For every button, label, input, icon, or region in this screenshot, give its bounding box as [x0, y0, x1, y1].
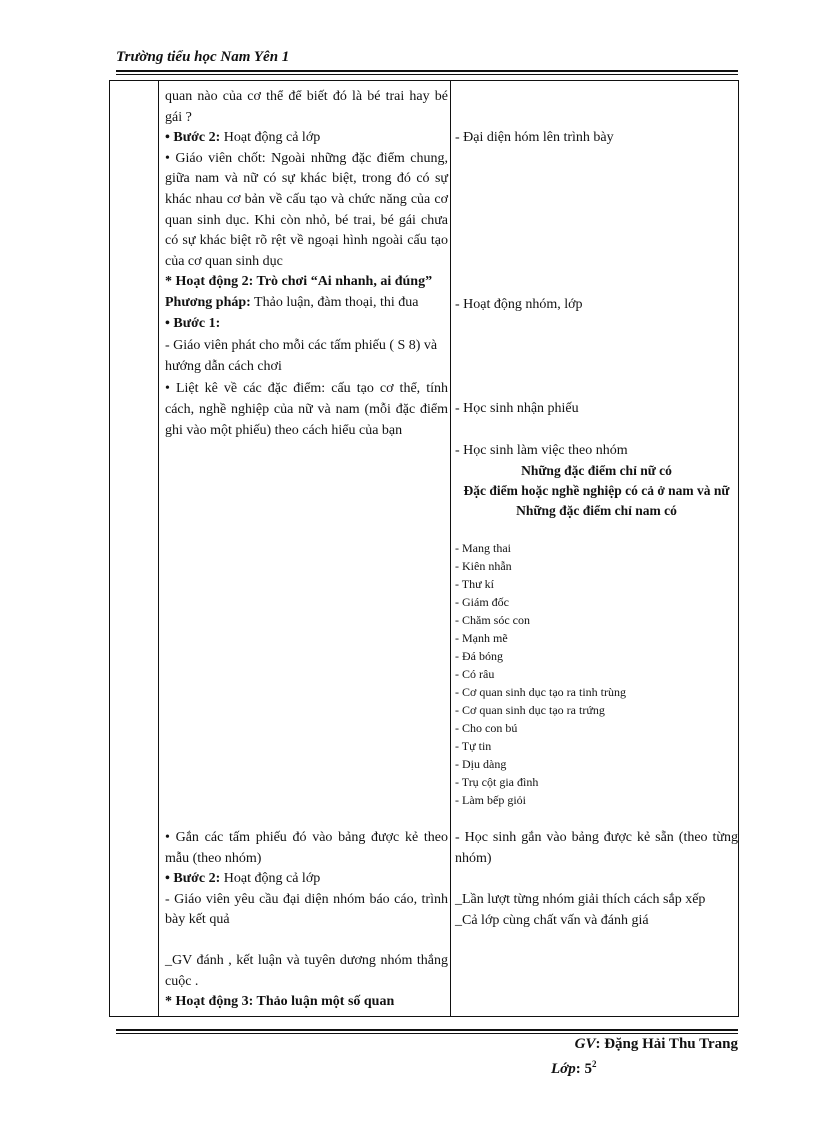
- list-item: - Dịu dàng: [455, 757, 507, 772]
- left-text-1: quan nào của cơ thể để biết đó là bé trai hay bé gái ?: [165, 89, 448, 125]
- left-text-11: - Giáo viên yêu cầu đại diện nhóm báo cáo, trình bày kết quả: [165, 891, 448, 928]
- header-rule-thick: [116, 70, 738, 72]
- right-text-6: _Lần lượt từng nhóm giải thích cách sắp xếp: [455, 892, 706, 908]
- left-text-7: - Giáo viên phát cho mỗi các tấm phiếu ( S 8) và hướng dẫn cách chơi: [165, 338, 438, 374]
- activity-2-title: * Hoạt động 2: Trò chơi “Ai nhanh, ai đúng”: [165, 274, 433, 290]
- characteristics-list: [455, 539, 738, 809]
- activity-3-title: * Hoạt động 3: Thảo luận một số quan: [165, 994, 395, 1010]
- list-item: - Chăm sóc con: [455, 613, 530, 628]
- list-item: - Tự tin: [455, 739, 492, 754]
- step-2b-label: • Bước 2:: [165, 871, 221, 887]
- category-both: Đặc điểm hoặc nghề nghiệp có cả ở nam và nữ: [463, 483, 730, 499]
- step-2b-text: Hoạt động cả lớp: [220, 871, 321, 887]
- class-label: [551, 1059, 596, 1078]
- list-item: - Cho con bú: [455, 721, 518, 736]
- left-teacher-conclusion: • Giáo viên chốt: Ngoài những đặc điểm chung, giữa nam và nữ có sự khác biệt, trong đó có sự khác nhau cơ bản về cấu tạo và chức năng của cơ quan sinh dục. Khi còn nhỏ, bé trai, bé gái chưa có sự khác biệt rõ rệt về ngoại hình ngoài cấu tạo của cơ quan sinh dục: [165, 150, 448, 269]
- right-text-2: - Hoạt động nhóm, lớp: [455, 296, 583, 312]
- left-text-12: _GV đánh , kết luận và tuyên dương nhóm thắng cuộc .: [165, 952, 448, 989]
- footer-rule-thick: [116, 1029, 738, 1031]
- list-item: - Cơ quan sinh dục tạo ra trứng: [455, 703, 605, 718]
- list-item: - Kiên nhẫn: [455, 559, 512, 574]
- right-text-4: - Học sinh làm việc theo nhóm: [455, 442, 628, 458]
- gv-label: GV: [574, 1036, 596, 1052]
- list-item: - Đá bóng: [455, 649, 503, 664]
- category-male: Những đặc điểm chỉ nam có: [516, 503, 677, 519]
- lop-sup: 2: [591, 1059, 597, 1069]
- lesson-table: [109, 80, 739, 1017]
- step-2-text: Hoạt động cả lớp: [220, 130, 321, 146]
- right-text-5: - Học sinh gắn vào bảng được kẻ sẵn (theo từng nhóm): [455, 830, 738, 866]
- left-text-8: • Liệt kê về các đặc điểm: cấu tạo cơ thể, tính cách, nghề nghiệp của nữ và nam (mỗi đặc điểm ghi vào một phiếu) theo cách hiểu của bạn: [165, 381, 448, 438]
- left-step-2: [165, 128, 448, 149]
- list-item: - Cơ quan sinh dục tạo ra tinh trùng: [455, 685, 626, 700]
- school-header: Trường tiểu học Nam Yên 1: [116, 49, 290, 65]
- teacher-activities: [165, 87, 448, 441]
- student-activities: [455, 87, 738, 809]
- header-rule-thin: [116, 74, 738, 75]
- list-item: - Mang thai: [455, 541, 511, 556]
- list-item: - Trụ cột gia đình: [455, 775, 539, 790]
- lop-label: Lớp: [551, 1061, 576, 1077]
- method-label: Phương pháp:: [165, 294, 251, 310]
- left-step-2b: [165, 869, 448, 890]
- method-text: Thảo luận, đàm thoại, thi đua: [250, 294, 419, 310]
- step-2-label: • Bước 2:: [165, 130, 221, 146]
- right-text-1: - Đại diện hóm lên trình bày: [455, 130, 614, 145]
- student-activities-lower: [455, 828, 738, 931]
- right-text-7: _Cả lớp cùng chất vấn và đánh giá: [455, 912, 649, 928]
- right-text-3: - Học sinh nhận phiếu: [455, 401, 579, 417]
- teacher-activities-lower: [165, 828, 448, 1013]
- category-female: Những đặc điểm chỉ nữ có: [521, 463, 672, 479]
- method-line: [165, 293, 448, 314]
- left-text-9: • Gắn các tấm phiếu đó vào bảng được kẻ theo mẫu (theo nhóm): [165, 830, 448, 866]
- teacher-name: [575, 1036, 738, 1053]
- list-item: - Có râu: [455, 667, 495, 682]
- footer-rule-thin: [116, 1033, 738, 1034]
- step-1-title: • Bước 1:: [165, 315, 221, 331]
- blank-line: [165, 931, 448, 951]
- list-item: - Làm bếp giỏi: [455, 793, 526, 808]
- gv-name: : Đặng Hải Thu Trang: [595, 1036, 738, 1052]
- column-divider-1: [158, 81, 159, 1016]
- list-item: - Mạnh mẽ: [455, 631, 508, 646]
- list-item: - Thư kí: [455, 577, 494, 592]
- column-divider-2: [450, 81, 451, 1016]
- lop-value: : 5: [575, 1061, 592, 1077]
- list-item: - Giám đốc: [455, 595, 509, 610]
